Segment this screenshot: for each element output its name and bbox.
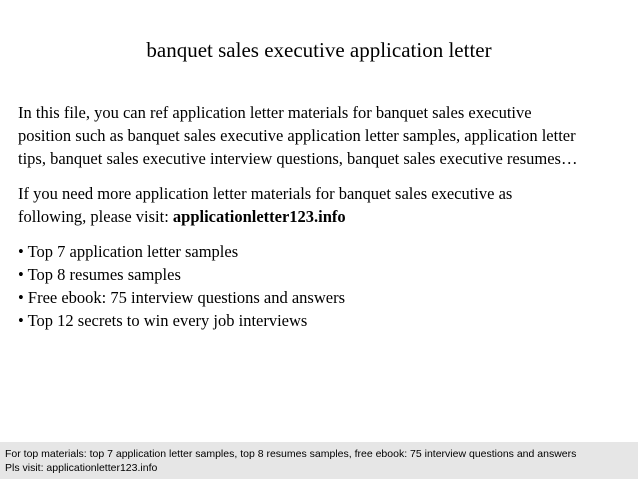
bullet-item: • Top 8 resumes samples — [18, 265, 181, 284]
bullet-item: • Free ebook: 75 interview questions and answers — [18, 288, 345, 307]
footer-line: Pls visit: applicationletter123.info — [5, 462, 158, 474]
footer-line: For top materials: top 7 application letter samples, top 8 resumes samples, free ebook: 75 interview questions and answers — [5, 448, 577, 460]
visit-line-2 — [18, 205, 630, 228]
intro-line: tips, banquet sales executive interview questions, banquet sales executive resumes… — [18, 149, 578, 168]
visit-line: If you need more application letter materials for banquet sales executive as — [18, 184, 513, 203]
visit-paragraph — [18, 182, 630, 228]
intro-line: In this file, you can ref application letter materials for banquet sales executive — [18, 103, 532, 122]
bullet-list — [18, 240, 630, 332]
visit-prefix: following, please visit: — [18, 207, 173, 226]
intro-line: position such as banquet sales executive application letter samples, application letter — [18, 126, 576, 145]
site-link[interactable]: applicationletter123.info — [172, 207, 346, 226]
bullet-item: • Top 7 application letter samples — [18, 242, 239, 261]
footer-banner — [0, 442, 638, 479]
slide-content — [18, 101, 630, 332]
bullet-item: • Top 12 secrets to win every job interviews — [18, 311, 308, 330]
page-title: banquet sales executive application letter — [146, 38, 492, 62]
intro-paragraph — [18, 101, 630, 170]
